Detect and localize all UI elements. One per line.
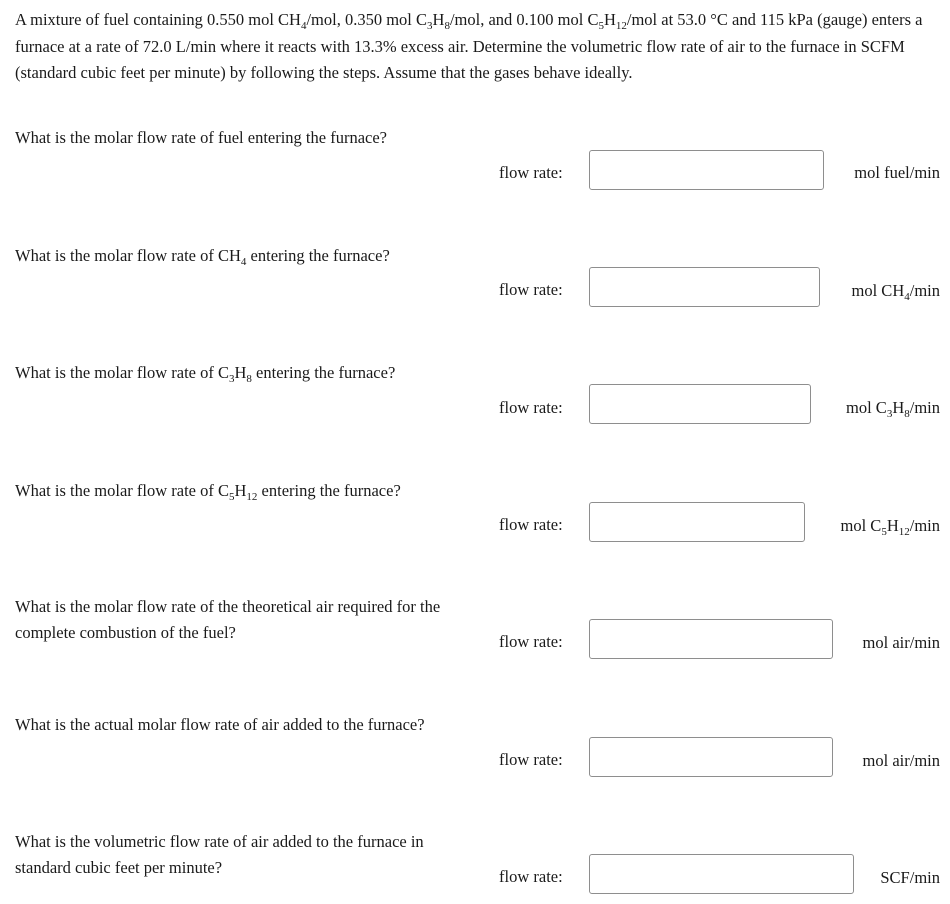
unit-text: mol C [846, 398, 887, 417]
question-text: entering the furnace? [257, 481, 401, 500]
theoretical-air-input[interactable] [589, 619, 833, 659]
flow-rate-label: flow rate: [499, 515, 563, 534]
unit-text: /min [909, 281, 940, 300]
subscript: 3 [427, 20, 433, 32]
unit-text: mol fuel/min [854, 163, 940, 182]
unit-label [846, 398, 940, 418]
fuel-flow-input[interactable] [589, 150, 824, 190]
unit-text: /min [909, 516, 940, 535]
question-text: H [234, 363, 247, 382]
subscript: 4 [904, 291, 910, 303]
problem-statement [15, 7, 945, 87]
question-text: What is the volumetric flow rate of air added to the furnace in standard cubic feet per minute? [15, 832, 424, 877]
question-text: What is the molar flow rate of the theoretical air required for the complete combustion of the fuel? [15, 597, 441, 642]
subscript: 3 [228, 373, 235, 385]
unit-label [863, 633, 940, 653]
subscript: 5 [881, 526, 887, 538]
unit-label [854, 163, 940, 183]
actual-air-input[interactable] [589, 737, 833, 777]
question-c5h12-flow [15, 478, 470, 504]
question-scfm [15, 829, 470, 881]
flow-rate-label: flow rate: [499, 280, 563, 299]
problem-text: /mol, 0.350 mol C [306, 10, 428, 29]
problem-text: H [432, 10, 445, 29]
unit-text: H [886, 516, 899, 535]
question-text: What is the actual molar flow rate of air added to the furnace? [15, 715, 425, 734]
subscript: 3 [886, 408, 893, 420]
problem-text: /mol at 53.0 °C and 115 kPa (gauge) enters a furnace at a rate of 72.0 L/min where it reacts with 13.3% excess air. Determine the volumetric flow rate of air to the furnace in SCFM (standard cubic feet per minute) by following the steps. Assume that the gases behave ideally. [15, 10, 923, 82]
unit-label [852, 281, 940, 301]
unit-label [863, 751, 940, 771]
problem-text: H [603, 10, 616, 29]
subscript: 12 [246, 491, 258, 503]
flow-rate-label: flow rate: [499, 398, 563, 417]
unit-text: mol air/min [862, 633, 940, 652]
question-text: What is the molar flow rate of C [15, 363, 229, 382]
flow-rate-label: flow rate: [499, 867, 563, 886]
question-ch4-flow [15, 243, 470, 269]
flow-rate-label: flow rate: [499, 163, 563, 182]
subscript: 5 [598, 20, 604, 32]
question-text: H [234, 481, 247, 500]
question-text: entering the furnace? [246, 246, 390, 265]
unit-label [880, 868, 940, 888]
problem-text: A mixture of fuel containing 0.550 mol CH [15, 10, 301, 29]
question-actual-air [15, 712, 470, 738]
subscript: 5 [228, 491, 235, 503]
subscript: 12 [898, 526, 910, 538]
c3h8-flow-input[interactable] [589, 384, 811, 424]
subscript: 8 [444, 20, 450, 32]
unit-text: mol C [840, 516, 882, 535]
scfm-input[interactable] [589, 854, 854, 894]
subscript: 12 [615, 20, 627, 32]
unit-text: mol CH [851, 281, 905, 300]
question-fuel-flow [15, 125, 470, 151]
problem-text: /mol, and 0.100 mol C [449, 10, 599, 29]
flow-rate-label: flow rate: [499, 632, 563, 651]
question-text: entering the furnace? [251, 363, 396, 382]
question-c3h8-flow [15, 360, 470, 386]
subscript: 4 [300, 20, 307, 32]
subscript: 8 [904, 408, 910, 420]
unit-text: /min [909, 398, 940, 417]
question-text: What is the molar flow rate of CH [15, 246, 241, 265]
flow-rate-label: flow rate: [499, 750, 563, 769]
unit-label [841, 516, 941, 536]
ch4-flow-input[interactable] [589, 267, 820, 307]
c5h12-flow-input[interactable] [589, 502, 805, 542]
unit-text: SCF/min [880, 868, 940, 887]
question-theoretical-air [15, 594, 470, 646]
subscript: 8 [246, 373, 252, 385]
question-text: What is the molar flow rate of C [15, 481, 229, 500]
subscript: 4 [240, 256, 247, 268]
unit-text: mol air/min [862, 751, 940, 770]
unit-text: H [892, 398, 905, 417]
question-text: What is the molar flow rate of fuel entering the furnace? [15, 128, 387, 147]
